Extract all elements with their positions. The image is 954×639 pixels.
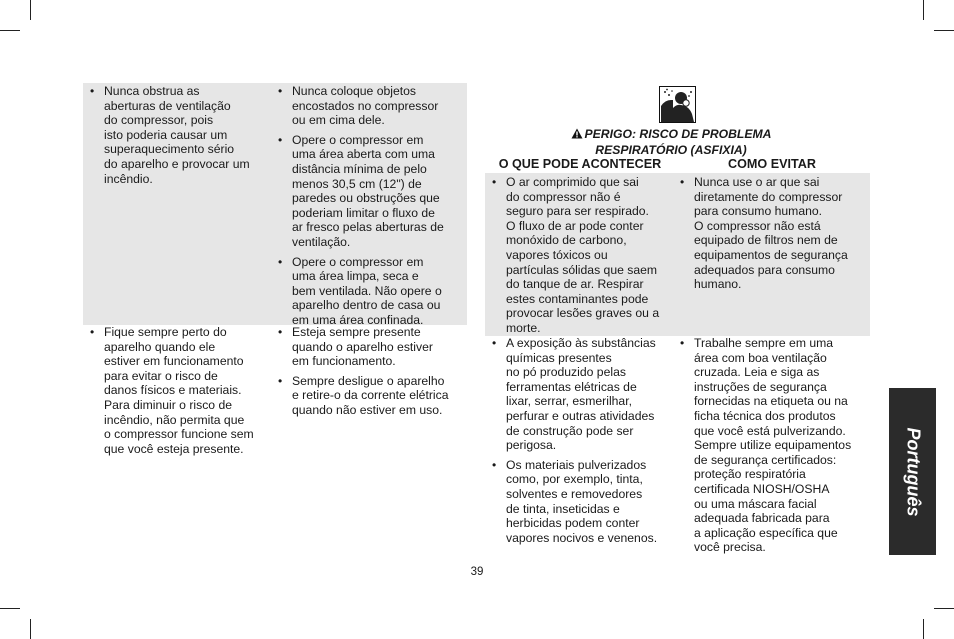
right-row2-col1 <box>489 336 675 550</box>
bullet-list <box>87 84 269 186</box>
bullet-list <box>275 84 465 328</box>
danger-title-text: PERIGO: RISCO DE PROBLEMA RESPIRATÓRIO (ASFIXIA) <box>584 127 772 157</box>
right-row2-col2 <box>677 336 867 560</box>
bullet-item: • Nunca coloque objetos encostados no compressor ou em cima dele. <box>275 84 465 128</box>
bullet-list <box>677 336 867 555</box>
bullet-item: • A exposição às substâncias químicas presentes no pó produzido pelas ferramentas elétricas de lixar, serrar, esmerilhar, perfurar e outras atividades de construção pode ser perigosa. <box>489 336 675 453</box>
left-row1-col2 <box>275 84 465 333</box>
right-row1-col1 <box>489 175 675 341</box>
bullet-item: • Sempre desligue o aparelho e retire-o da corrente elétrica quando não estiver em uso. <box>275 374 465 418</box>
left-row1-col1 <box>87 84 269 191</box>
bullet-item: • Nunca use o ar que sai diretamente do compressor para consumo humano. O compressor não está equipado de filtros nem de equipamentos de segurança adequados para consumo humano. <box>677 175 867 292</box>
warning-triangle-icon <box>571 128 583 143</box>
respiratory-hazard-icon <box>659 86 696 123</box>
left-row2-col2 <box>275 325 465 423</box>
bullet-item: • Trabalhe sempre em uma área com boa ventilação cruzada. Leia e siga as instruções de segurança fornecidas na etiqueta ou na ficha técnica dos produtos que você está pulverizando. Sempre utilize equipamentos de segurança certificados: proteção respiratória certificada NIOSH/OSHA ou uma máscara facial adequada fabricada para a aplicação específica que você precisa. <box>677 336 867 555</box>
bullet-item: • Os materiais pulverizados como, por exemplo, tinta, solventes e removedores de tinta, inseticidas e herbicidas podem conter vapores nocivos e venenos. <box>489 458 675 546</box>
bullet-list <box>489 175 675 336</box>
crop-mark <box>934 608 954 609</box>
crop-mark <box>934 30 954 31</box>
col-head-how-to-avoid: COMO EVITAR <box>728 157 816 171</box>
bullet-item: • Nunca obstrua as aberturas de ventilação do compressor, pois isto poderia causar um superaquecimento sério do aparelho e provocar um incêndio. <box>87 84 269 186</box>
bullet-list <box>87 325 269 456</box>
bullet-item: • O ar comprimido que sai do compressor não é seguro para ser respirado. O fluxo de ar pode conter monóxido de carbono, vapores tóxicos ou partículas sólidas que saem do tanque de ar. Respirar estes contaminantes pode provocar lesões graves ou a morte. <box>489 175 675 336</box>
bullet-item: • Opere o compressor em uma área limpa, seca e bem ventilada. Não opere o aparelho dentro de casa ou em uma área confinada. <box>275 255 465 328</box>
bullet-item: • Opere o compressor em uma área aberta com uma distância mínima de pelo menos 30,5 cm (12") de paredes ou obstruções que poderiam limitar o fluxo de ar fresco pelas aberturas de ventilação. <box>275 133 465 250</box>
language-tab-label: Português <box>903 426 923 517</box>
crop-mark <box>30 619 31 639</box>
bullet-item: • Fique sempre perto do aparelho quando ele estiver em funcionamento para evitar o risco de danos físicos e materiais. Para diminuir o risco de incêndio, não permita que o compressor funcione sem que você esteja presente. <box>87 325 269 456</box>
crop-mark <box>0 30 20 31</box>
left-row2-col1 <box>87 325 269 461</box>
bullet-list <box>677 175 867 292</box>
language-tab <box>889 388 936 555</box>
bullet-list <box>489 336 675 545</box>
crop-mark <box>923 619 924 639</box>
page-number: 39 <box>470 566 484 578</box>
danger-title <box>485 127 857 157</box>
col-head-what-can-happen: O QUE PODE ACONTECER <box>498 157 662 171</box>
right-row1-col2 <box>677 175 867 297</box>
bullet-item: • Esteja sempre presente quando o aparelho estiver em funcionamento. <box>275 325 465 369</box>
crop-mark <box>0 608 20 609</box>
bullet-list <box>275 325 465 418</box>
crop-mark <box>30 0 31 20</box>
crop-mark <box>923 0 924 20</box>
